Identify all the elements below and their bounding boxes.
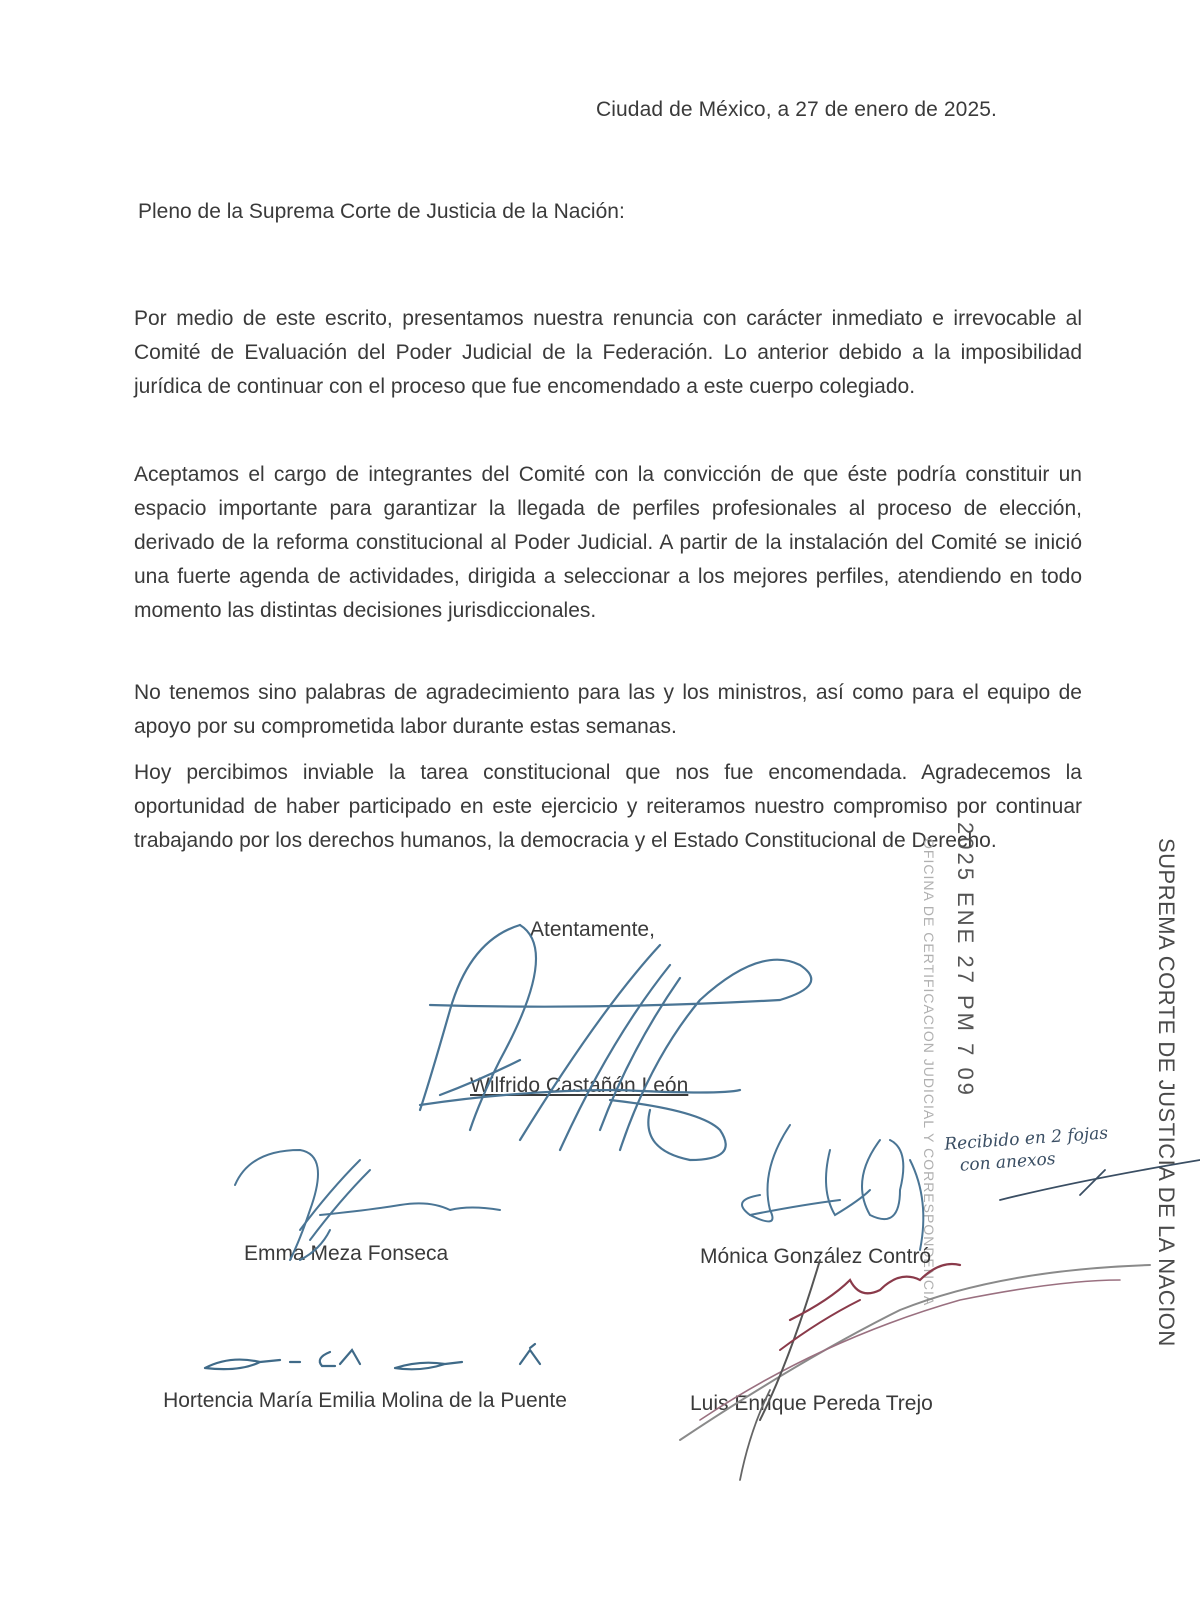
signature-wilfrido [420, 925, 811, 1160]
addressee: Pleno de la Suprema Corte de Justicia de la Nación: [138, 200, 625, 223]
signature-monica [742, 1125, 923, 1250]
paragraph-4: Hoy percibimos inviable la tarea constitucional que nos fue encomendada. Agradecemos la oportunidad de haber participado en este ejercicio y reiteramos nuestro compromiso por continuar trabajando por los derechos humanos, la democracia y el Estado Constitucional de Derecho. [134, 761, 1082, 852]
paragraph-1: Por medio de este escrito, presentamos nuestra renuncia con carácter inmediato e irrevocable al Comité de Evaluación del Poder Judicial de la Federación. Lo anterior debido a la imposibilidad jurídica de continuar con el proceso que fue encomendado a este cuerpo colegiado. [134, 307, 1082, 398]
paragraph-3: No tenemos sino palabras de agradecimiento para las y los ministros, así como para el equipo de apoyo por su comprometida labor durante estas semanas. [134, 681, 1082, 738]
signatory-name-2: Emma Meza Fonseca [244, 1242, 449, 1265]
signature-hortencia [205, 1344, 540, 1369]
received-stamp-date: 2025 ENE 27 PM 7 09 [953, 822, 978, 1098]
note-line-2: con anexos [959, 1149, 1057, 1176]
closing: Atentamente, [530, 918, 655, 941]
signatory-name-5: Luis Enrique Pereda Trejo [690, 1392, 933, 1415]
paragraph-2: Aceptamos el cargo de integrantes del Comité con la convicción de que éste podría constituir un espacio importante para garantizar la llegada de perfiles profesionales al proceso de elección, derivado de la reforma constitucional al Poder Judicial. A partir de la instalación del Comité se inició una fuerte agenda de actividades, dirigida a seleccionar a los mejores perfiles, atendiendo en todo momento las distintas decisiones jurisdiccionales. [134, 463, 1082, 622]
court-stamp: SUPREMA CORTE DE JUSTICIA DE LA NACION [1154, 838, 1179, 1347]
handwritten-note [944, 1122, 1111, 1177]
note-line-1: Recibido en 2 fojas [943, 1123, 1109, 1155]
date-line: Ciudad de México, a 27 de enero de 2025. [596, 98, 997, 121]
signatory-name-3: Mónica González Contró [700, 1245, 932, 1268]
signatory-name-1: Wilfrido Castañón León [470, 1074, 689, 1097]
signatory-name-4: Hortencia María Emilia Molina de la Puente [163, 1389, 567, 1412]
office-stamp: OFICINA DE CERTIFICACION JUDICIAL Y CORRESPONDENCIA [921, 838, 937, 1307]
